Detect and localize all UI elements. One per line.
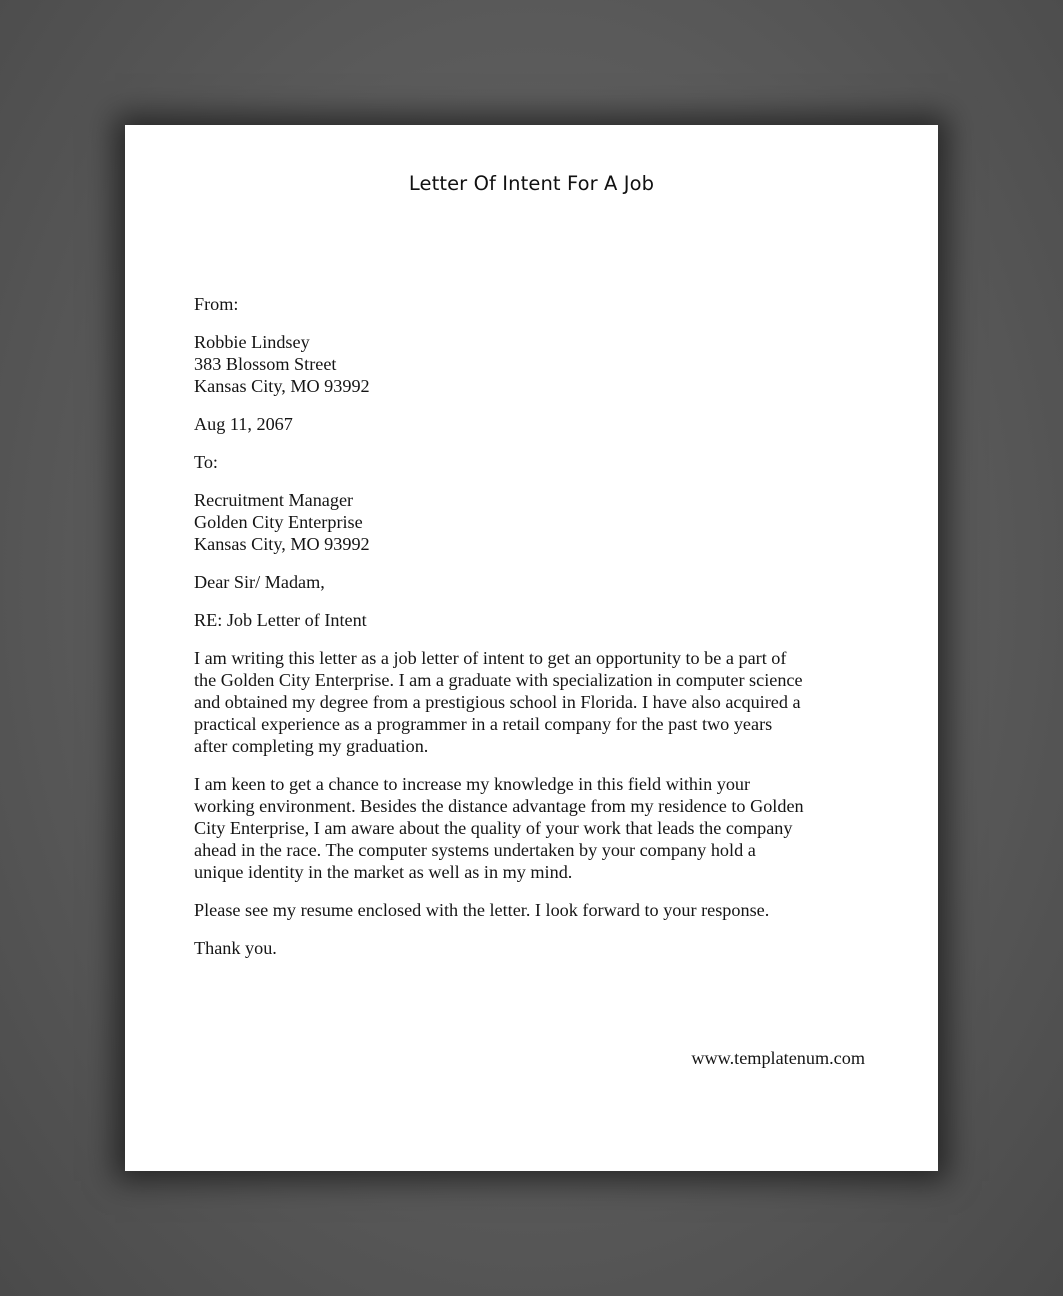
sender-street: 383 Blossom Street bbox=[194, 354, 337, 374]
sender-city: Kansas City, MO 93992 bbox=[194, 376, 370, 396]
letter-title: Letter Of Intent For A Job bbox=[408, 172, 655, 195]
paragraph-line: unique identity in the market as well as in my mind. bbox=[194, 862, 573, 882]
recipient-title: Recruitment Manager bbox=[194, 490, 354, 510]
letter-body bbox=[194, 293, 874, 975]
recipient-company: Golden City Enterprise bbox=[194, 512, 363, 532]
letter-date: Aug 11, 2067 bbox=[194, 414, 293, 434]
paragraph-line: and obtained my degree from a prestigious school in Florida. I have also acquired a bbox=[194, 692, 801, 712]
body-paragraph-1 bbox=[194, 647, 874, 757]
sender-name: Robbie Lindsey bbox=[194, 332, 310, 352]
paragraph-line: City Enterprise, I am aware about the quality of your work that leads the company bbox=[194, 818, 793, 838]
paragraph-line: working environment. Besides the distance advantage from my residence to Golden bbox=[194, 796, 804, 816]
recipient-address bbox=[194, 489, 874, 555]
salutation: Dear Sir/ Madam, bbox=[194, 572, 325, 592]
website-footer: www.templatenum.com bbox=[691, 1048, 865, 1068]
sender-address bbox=[194, 331, 874, 397]
paragraph-line: I am keen to get a chance to increase my knowledge in this field within your bbox=[194, 774, 751, 794]
paragraph-line: after completing my graduation. bbox=[194, 736, 429, 756]
closing: Thank you. bbox=[194, 938, 277, 958]
subject-line: RE: Job Letter of Intent bbox=[194, 610, 367, 630]
from-label: From: bbox=[194, 294, 239, 314]
letter-page bbox=[125, 125, 938, 1171]
paragraph-line: I am writing this letter as a job letter of intent to get an opportunity to be a part of bbox=[194, 648, 787, 668]
paragraph-line: ahead in the race. The computer systems undertaken by your company hold a bbox=[194, 840, 756, 860]
to-label: To: bbox=[194, 452, 218, 472]
body-paragraph-3 bbox=[194, 899, 874, 921]
paragraph-line: the Golden City Enterprise. I am a graduate with specialization in computer science bbox=[194, 670, 803, 690]
recipient-city: Kansas City, MO 93992 bbox=[194, 534, 370, 554]
paragraph-line: Please see my resume enclosed with the letter. I look forward to your response. bbox=[194, 900, 770, 920]
body-paragraph-2 bbox=[194, 773, 874, 883]
paragraph-line: practical experience as a programmer in a retail company for the past two years bbox=[194, 714, 773, 734]
